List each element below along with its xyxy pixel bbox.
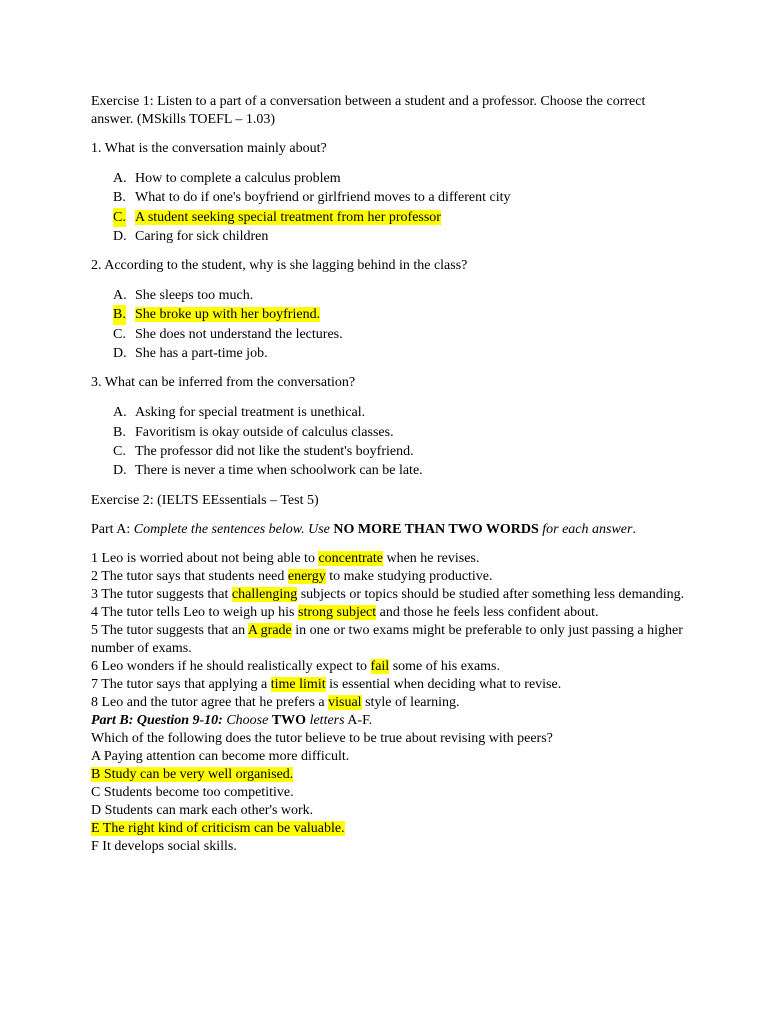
sentence-answer: strong subject <box>298 604 377 620</box>
option-text: C Students become too competitive. <box>91 784 294 800</box>
q3-option-c <box>91 442 691 461</box>
sentence-answer: concentrate <box>318 550 383 566</box>
sentence-pre: 1 Leo is worried about not being able to <box>91 550 319 566</box>
exercise2-title: Exercise 2: (IELTS EEssentials – Test 5) <box>91 492 319 508</box>
sentence-pre: 2 The tutor says that students need <box>91 568 288 584</box>
q3-option-a <box>91 403 691 422</box>
option-letter: A. <box>113 288 127 304</box>
part-b-range: A-F. <box>344 712 373 728</box>
q2-option-c <box>91 325 691 344</box>
sentence-7 <box>91 676 691 694</box>
sentence-post: some of his exams. <box>389 658 501 674</box>
part-a-instr-2: for each answer <box>538 521 633 537</box>
option-text: Caring for sick children <box>135 228 269 244</box>
q1-option-c-answer <box>91 208 691 227</box>
option-letter: C. <box>113 208 126 227</box>
option-text: She sleeps too much. <box>135 288 254 304</box>
part-b-option-a <box>91 748 691 766</box>
option-letter: A. <box>113 405 127 421</box>
part-b-option-c <box>91 784 691 802</box>
q1-option-d <box>91 227 691 246</box>
part-b-instructions <box>91 712 691 730</box>
q3-option-b <box>91 423 691 442</box>
sentence-post: when he revises. <box>382 550 480 566</box>
part-a-end: . <box>632 521 636 537</box>
option-text: E The right kind of criticism can be valuable. <box>91 820 345 836</box>
sentence-post: in one or two exams might be preferable to only just passing a higher number of exams. <box>91 622 683 656</box>
sentence-5 <box>91 622 691 658</box>
sentence-2 <box>91 568 691 586</box>
part-a-label: Part A: <box>91 521 134 537</box>
option-letter: B. <box>113 424 126 440</box>
option-letter: D. <box>113 228 127 244</box>
part-a-instructions <box>91 521 691 539</box>
sentence-post: and those he feels less confident about. <box>376 604 599 620</box>
option-letter: B. <box>113 305 126 324</box>
sentence-answer: A grade <box>247 622 292 638</box>
sentence-pre: 6 Leo wonders if he should realistically expect to <box>91 658 371 674</box>
question-2-options <box>91 286 691 363</box>
option-text: Favoritism is okay outside of calculus classes. <box>135 424 394 440</box>
part-a-bold: NO MORE THAN TWO WORDS <box>333 521 539 537</box>
option-text: Asking for special treatment is unethical. <box>135 405 366 421</box>
part-b-question: Which of the following does the tutor believe to be true about revising with peers? <box>91 730 553 746</box>
sentence-post: style of learning. <box>361 694 460 710</box>
part-a-instr-1: Complete the sentences below. Use <box>133 521 334 537</box>
q2-option-b-answer <box>91 305 691 324</box>
question-1-options <box>91 169 691 246</box>
q2-option-d <box>91 344 691 363</box>
option-text: She broke up with her boyfriend. <box>135 307 321 323</box>
sentence-6 <box>91 658 691 676</box>
sentence-post: subjects or topics should be studied after something less demanding. <box>297 586 685 602</box>
sentence-answer: challenging <box>231 586 298 602</box>
option-letter: C. <box>113 326 126 342</box>
sentence-4 <box>91 604 691 622</box>
part-b-option-d <box>91 802 691 820</box>
option-text: D Students can mark each other's work. <box>91 802 314 818</box>
option-text: How to complete a calculus problem <box>135 171 341 186</box>
option-text: B Study can be very well organised. <box>91 766 294 782</box>
sentence-3 <box>91 586 691 604</box>
sentence-pre: 7 The tutor says that applying a <box>91 676 271 692</box>
question-1: 1. What is the conversation mainly about? <box>91 141 327 156</box>
sentence-post: is essential when deciding what to revise. <box>325 676 562 692</box>
option-text: A Paying attention can become more difficult. <box>91 748 350 764</box>
option-text: There is never a time when schoolwork can be late. <box>135 463 423 479</box>
sentence-1 <box>91 550 691 568</box>
option-text: A student seeking special treatment from her professor <box>135 209 441 225</box>
option-text: What to do if one's boyfriend or girlfriend moves to a different city <box>135 190 511 206</box>
document-page <box>91 93 691 856</box>
option-letter: D. <box>113 463 127 479</box>
q3-option-d <box>91 461 691 480</box>
question-2: 2. According to the student, why is she lagging behind in the class? <box>91 258 468 274</box>
part-b-option-b-answer <box>91 766 691 784</box>
option-letter: D. <box>113 346 127 362</box>
sentence-post: to make studying productive. <box>325 568 493 584</box>
option-letter: B. <box>113 190 126 206</box>
part-a-sentences <box>91 550 691 856</box>
sentence-pre: 3 The tutor suggests that <box>91 586 232 602</box>
part-b-option-e-answer <box>91 820 691 838</box>
part-b-option-f <box>91 838 691 856</box>
sentence-answer: energy <box>287 568 326 584</box>
part-b-letters: letters <box>306 712 345 728</box>
part-b-two: TWO <box>271 712 307 728</box>
sentence-answer: fail <box>370 658 390 674</box>
q2-option-a <box>91 286 691 305</box>
option-letter: A. <box>113 171 127 186</box>
exercise1-title: Exercise 1: Listen to a part of a conversation between a student and a professor. Choose the correct answer. (MSkills TOEFL – 1.03) <box>91 94 646 127</box>
option-text: The professor did not like the student's boyfriend. <box>135 443 414 459</box>
option-letter: C. <box>113 443 126 459</box>
q1-option-a <box>91 169 691 188</box>
sentence-answer: time limit <box>270 676 326 692</box>
option-text: F It develops social skills. <box>91 838 237 854</box>
option-text: She does not understand the lectures. <box>135 326 343 342</box>
q1-option-b <box>91 188 691 207</box>
sentence-pre: 4 The tutor tells Leo to weigh up his <box>91 604 298 620</box>
part-b-label: Part B: Question 9-10: <box>91 712 223 728</box>
sentence-pre: 8 Leo and the tutor agree that he prefers a <box>91 694 329 710</box>
sentence-8 <box>91 694 691 712</box>
sentence-pre: 5 The tutor suggests that an <box>91 622 248 638</box>
question-3: 3. What can be inferred from the conversation? <box>91 375 356 391</box>
option-text: She has a part-time job. <box>135 346 268 362</box>
question-3-options <box>91 403 691 480</box>
sentence-answer: visual <box>328 694 362 710</box>
part-b-choose: Choose <box>222 712 272 728</box>
